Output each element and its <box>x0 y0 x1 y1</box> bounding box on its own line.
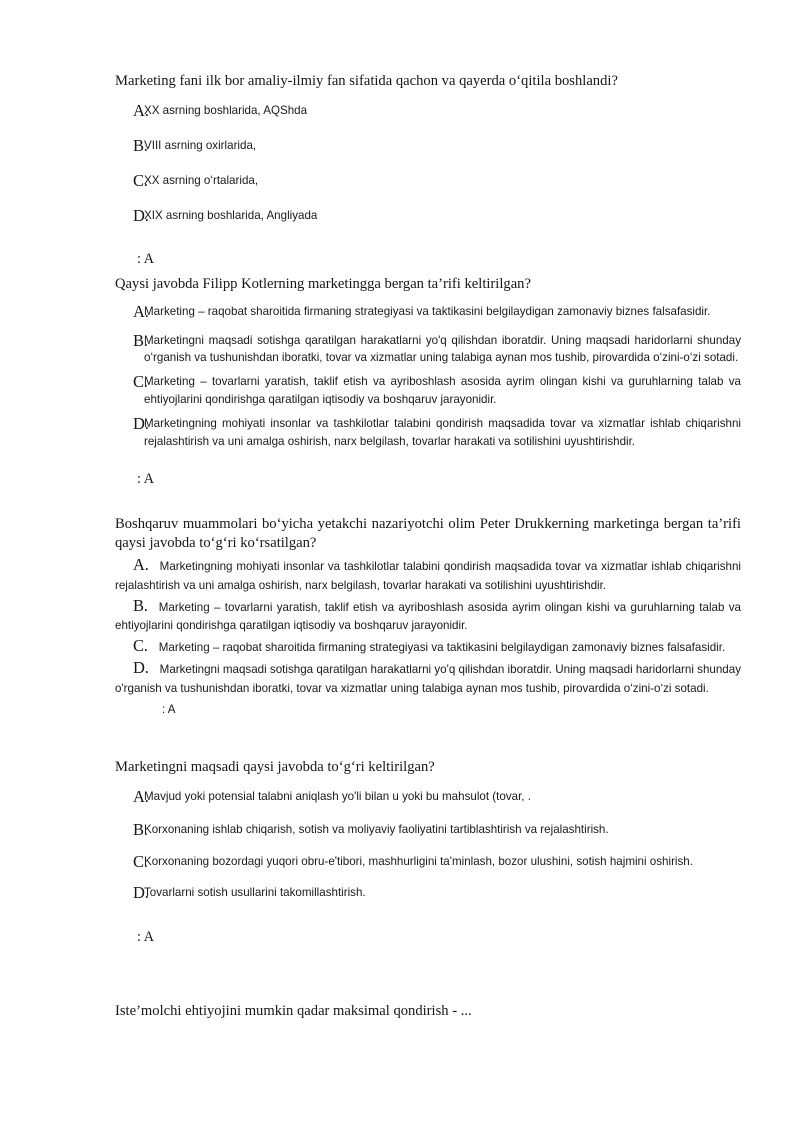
options-list <box>115 99 741 228</box>
question-block-2 <box>115 275 741 489</box>
option-text: XX asrning boshlarida, AQShda <box>144 104 308 118</box>
option-letter: D. <box>133 883 149 903</box>
option-item[interactable] <box>115 818 741 843</box>
option-item[interactable] <box>115 785 741 810</box>
option-letter: C. <box>133 636 148 656</box>
answer-line: : A <box>162 703 176 717</box>
option-letter: D. <box>133 205 149 225</box>
option-text: Marketingni maqsadi sotishga qaratilgan harakatlarni yo'q qilishdan iboratdir. Uning maqsadi haridorlarni shunday o‘rganish va tushunishdan iboratki, tovar va xizmatlar uning talabiga aynan mos tushib, pirovardida o‘zini-o‘zi sotadi. <box>144 333 741 365</box>
option-text: Marketing – raqobat sharoitida firmaning strategiyasi va taktikasini belgilaydigan zamonaviy biznes falsafasidir. <box>158 641 726 655</box>
answer-line: : A <box>137 251 154 268</box>
option-letter: B. <box>133 330 148 350</box>
answer-line: : A <box>137 471 154 488</box>
document-content <box>115 72 741 1021</box>
option-item[interactable] <box>115 881 741 906</box>
question-prompt: Marketingni maqsadi qaysi javobda to‘g‘ri keltirilgan? <box>115 758 435 775</box>
option-letter: C. <box>133 852 148 872</box>
question-block-4 <box>115 758 741 947</box>
option-text: Marketingning mohiyati insonlar va tashkilotlar talabini qondirish maqsadida tovar va xizmatlar ishlab chiqarishni rejalashtirish va uni amalga oshirish, narx belgilash, tovarlar harakati va sotilishini uyushtirishdir. <box>115 560 741 592</box>
option-letter: A. <box>133 555 149 574</box>
option-text: Korxonaning ishlab chiqarish, sotish va moliyaviy faoliyatini tartiblashtirish va rejalashtirish. <box>144 822 609 836</box>
option-item[interactable] <box>115 134 741 159</box>
option-text: Marketingni maqsadi sotishga qaratilgan harakatlarni yo'q qilishdan iboratdir. Uning maqsadi haridorlarni shunday o'rganish va tushunishdan iboratki, tovar va xizmatlar uning talabiga aynan mos tushib, pirovardida o‘zini-o‘zi sotadi. <box>115 662 741 695</box>
option-item[interactable] <box>115 412 741 450</box>
question-block-5 <box>115 1002 741 1021</box>
answer-line: : A <box>137 928 154 945</box>
option-letter: C. <box>133 170 148 190</box>
options-list <box>115 557 741 698</box>
options-list <box>115 785 741 906</box>
option-item[interactable] <box>115 557 741 596</box>
option-letter: C. <box>133 372 148 392</box>
option-text: Korxonaning bozordagi yuqori obru-e'tibori, mashhurligini ta'minlash, bozor ulushini, sotish hajmini oshirish. <box>144 855 693 869</box>
question-block-1 <box>115 72 741 269</box>
option-text: Tovarlarni sotish usullarini takomillashtirish. <box>144 886 366 900</box>
option-letter: B. <box>133 819 148 839</box>
option-item[interactable] <box>115 300 741 325</box>
option-letter: D. <box>133 657 149 677</box>
option-item[interactable] <box>115 657 741 699</box>
option-item[interactable] <box>115 204 741 229</box>
option-text: XIX asrning boshlarida, Angliyada <box>144 208 318 222</box>
option-letter: B. <box>133 136 148 155</box>
option-item[interactable] <box>115 638 741 658</box>
option-text: VIII asrning oxirlarida, <box>144 139 257 152</box>
option-item[interactable] <box>115 850 741 875</box>
option-text: Marketing – tovarlarni yaratish, taklif etish va ayriboshlash asosida ayrim olingan kishi va guruhlarning talab va ehtiyojlarini qondirishga qaratilgan iqtisodiy va boshqaruv jarayonidir. <box>115 600 741 633</box>
question-block-3 <box>115 515 741 718</box>
option-item[interactable] <box>115 169 741 194</box>
option-item[interactable] <box>115 99 741 124</box>
option-letter: A. <box>133 101 149 121</box>
option-letter: D. <box>133 414 149 434</box>
question-prompt: Iste’molchi ehtiyojini mumkin qadar maksimal qondirish - ... <box>115 1003 472 1020</box>
question-prompt: Boshqaruv muammolari bo‘yicha yetakchi nazariyotchi olim Peter Drukkerning marketinga bergan ta’rifi qaysi javobda to‘g‘ri ko‘rsatilgan? <box>115 515 741 551</box>
option-text: Mavjud yoki potensial talabni aniqlash yo'li bilan u yoki bu mahsulot (tovar, . <box>144 789 531 803</box>
option-item[interactable] <box>115 370 741 408</box>
question-prompt: Qaysi javobda Filipp Kotlerning marketingga bergan ta’rifi keltirilgan? <box>115 275 531 292</box>
option-text: Marketingning mohiyati insonlar va tashkilotlar talabini qondirish maqsadida tovar va xizmatlar ishlab chiqarishni rejalashtirish va uni amalga oshirish, narx belgilash, tovarlar harakati va sotilishini uyushtirishdir. <box>144 417 741 448</box>
option-letter: A. <box>133 301 149 321</box>
option-text: XX asrning o‘rtalarida, <box>144 173 259 187</box>
option-text: Marketing – raqobat sharoitida firmaning strategiyasi va taktikasini belgilaydigan zamonaviy biznes falsafasidir. <box>144 304 711 318</box>
option-letter: A. <box>133 786 149 806</box>
option-item[interactable] <box>115 329 741 367</box>
question-prompt: Marketing fani ilk bor amaliy-ilmiy fan sifatida qachon va qayerda o‘qitila boshlandi? <box>115 73 618 89</box>
option-item[interactable] <box>115 595 741 637</box>
option-text: Marketing – tovarlarni yaratish, taklif etish va ayriboshlash asosida ayrim olingan kishi va guruhlarning talab va ehtiyojlarini qondirishga qaratilgan iqtisodiy va boshqaruv jarayonidir. <box>144 375 741 406</box>
options-list <box>115 300 741 450</box>
option-letter: B. <box>133 595 148 615</box>
